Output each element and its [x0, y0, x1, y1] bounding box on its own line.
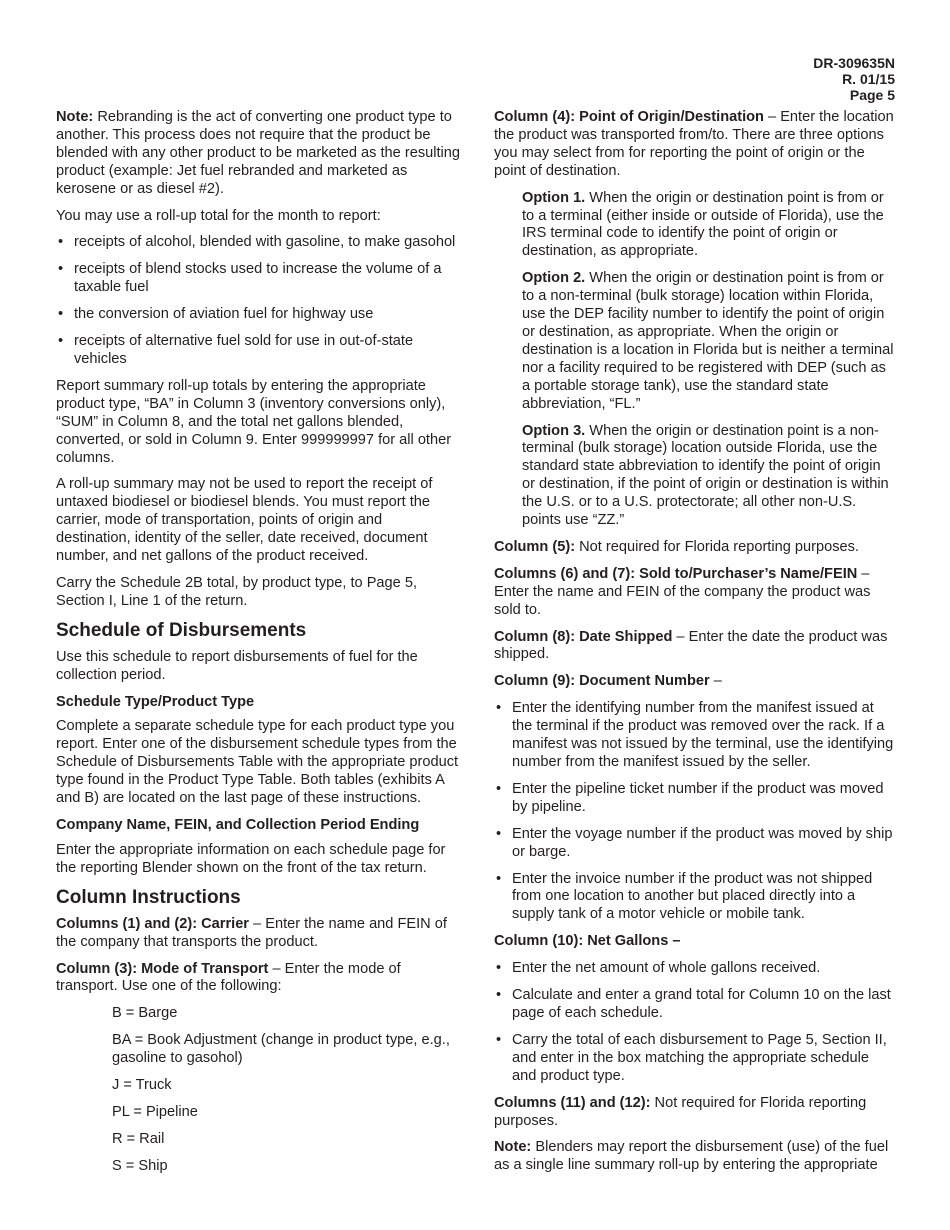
disbursements-text: Use this schedule to report disbursements of fuel for the collection period.	[56, 648, 418, 683]
rollup-list	[56, 234, 460, 368]
column-9-list	[494, 700, 896, 924]
carry-paragraph: Carry the Schedule 2B total, by product type, to Page 5, Section I, Line 1 of the return.	[56, 574, 418, 609]
list-item: • Calculate and enter a grand total for Column 10 on the last page of each schedule.	[494, 987, 896, 1023]
company-text: Enter the appropriate information on each schedule page for the reporting Blender shown on the front of the tax return.	[56, 841, 446, 876]
list-item: • Carry the total of each disbursement to Page 5, Section II, and enter in the box matching the appropriate schedule and product type.	[494, 1032, 896, 1086]
right-column	[494, 109, 896, 1184]
blender-note: Note: Blenders may report the disbursement (use) of the fuel as a single line summary roll-up by entering the appropriate	[494, 1139, 889, 1174]
left-column	[56, 109, 460, 1185]
mode-code: S = Ship	[112, 1157, 168, 1174]
mode-code: PL = Pipeline	[112, 1103, 198, 1120]
page-number: Page 5	[849, 87, 895, 103]
list-item: • Enter the invoice number if the product was not shipped from one location to another but placed directly into a supply tank of a motor vehicle or mobile tank.	[494, 871, 896, 925]
mode-code: BA = Book Adjustment (change in product type, e.g., gasoline to gasohol)	[112, 1032, 450, 1067]
list-item: • the conversion of aviation fuel for highway use	[56, 306, 460, 324]
schedule-type-text: Complete a separate schedule type for each product type you report. Enter one of the disbursement schedule types from the Schedule of Disbursements Table with the appropriate product type found in the Product Type Table. Both tables (exhibits A and B) are located on the last page of these instructions.	[56, 718, 459, 807]
rollup-intro: You may use a roll-up total for the month to report:	[56, 207, 381, 224]
option-2: Option 2. When the origin or destination point is from or to a non-terminal (bulk storage) location within Florida, use the DEP facility number to identify the point of origin or destination, as appropriate. When the origin or destination is a location in Florida but is neither a terminal nor a facility required to be registered with DEP (such as a portable storage tank), use the standard state abbreviation, “FL.”	[522, 270, 894, 412]
columns-11-12: Columns (11) and (12): Not required for Florida reporting purposes.	[494, 1094, 867, 1129]
column-4: Column (4): Point of Origin/Destination – Enter the location the product was transported from/to. There are three options you may select from for reporting the point of origin or the point of destination.	[494, 109, 894, 179]
list-item: • Enter the net amount of whole gallons received.	[494, 960, 896, 978]
revision-date: R. 01/15	[842, 71, 895, 87]
mode-code: R = Rail	[112, 1130, 165, 1147]
column-9: Column (9): Document Number –	[494, 673, 722, 690]
form-number: DR-309635N	[813, 55, 895, 71]
untaxed-paragraph: A roll-up summary may not be used to report the receipt of untaxed biodiesel or biodiesel blends. You must report the carrier, mode of transportation, points of origin and destination, identity of the seller, date received, document number, and net gallons of the product received.	[56, 476, 433, 565]
list-item: • receipts of alcohol, blended with gasoline, to make gasohol	[56, 234, 460, 252]
list-item: • receipts of blend stocks used to increase the volume of a taxable fuel	[56, 261, 460, 297]
columns-6-7: Columns (6) and (7): Sold to/Purchaser’s Name/FEIN – Enter the name and FEIN of the company the product was sold to.	[494, 565, 871, 618]
rebranding-note: Note: Rebranding is the act of converting one product type to another. This process does not require that the product be blended with any other product to be marketed as the resulting product (example: Jet fuel rebranded and marketed as kerosene or as diesel #2).	[56, 109, 461, 197]
list-item: • Enter the voyage number if the product was moved by ship or barge.	[494, 826, 896, 862]
option-1: Option 1. When the origin or destination point is from or to a terminal (either inside or outside of Florida), use the IRS terminal code to identify the point of origin or destination, as appropriate.	[522, 189, 884, 260]
disbursements-heading: Schedule of Disbursements	[56, 619, 307, 641]
column-10: Column (10): Net Gallons –	[494, 933, 681, 950]
mode-code: J = Truck	[112, 1077, 172, 1094]
mode-code: B = Barge	[112, 1005, 178, 1022]
transport-mode-codes	[56, 1005, 460, 1175]
company-heading: Company Name, FEIN, and Collection Period Ending	[56, 817, 420, 833]
columns-1-2: Columns (1) and (2): Carrier – Enter the name and FEIN of the company that transports the product.	[56, 915, 447, 950]
list-item: • receipts of alternative fuel sold for use in out-of-state vehicles	[56, 333, 460, 369]
list-item: • Enter the identifying number from the manifest issued at the terminal if the product was removed over the rack. If a manifest was not issued by the terminal, use the identifying number from the manifest issued by the seller.	[494, 700, 896, 772]
column-5: Column (5): Not required for Florida reporting purposes.	[494, 538, 859, 555]
column-10-list	[494, 960, 896, 1085]
list-item: • Enter the pipeline ticket number if the product was moved by pipeline.	[494, 781, 896, 817]
schedule-type-heading: Schedule Type/Product Type	[56, 693, 255, 710]
summary-paragraph: Report summary roll-up totals by entering the appropriate product type, “BA” in Column 3 (inventory conversions only), “SUM” in Column 8, and the total net gallons blended, converted, or sold in Column 9. Enter 999999997 for all other columns.	[56, 377, 452, 466]
option-3: Option 3. When the origin or destination point is a non-terminal (bulk storage) location outside Florida, use the standard state abbreviation to identify the point of origin or destination, if the point of origin or destination is within the U.S. or to a U.S. protectorate; all other non-U.S. points use “ZZ.”	[522, 422, 889, 529]
column-instructions-heading: Column Instructions	[56, 886, 241, 908]
column-8: Column (8): Date Shipped – Enter the date the product was shipped.	[494, 628, 888, 663]
form-header	[813, 55, 895, 103]
column-3: Column (3): Mode of Transport – Enter the mode of transport. Use one of the following:	[56, 960, 401, 995]
origin-options	[494, 190, 896, 530]
